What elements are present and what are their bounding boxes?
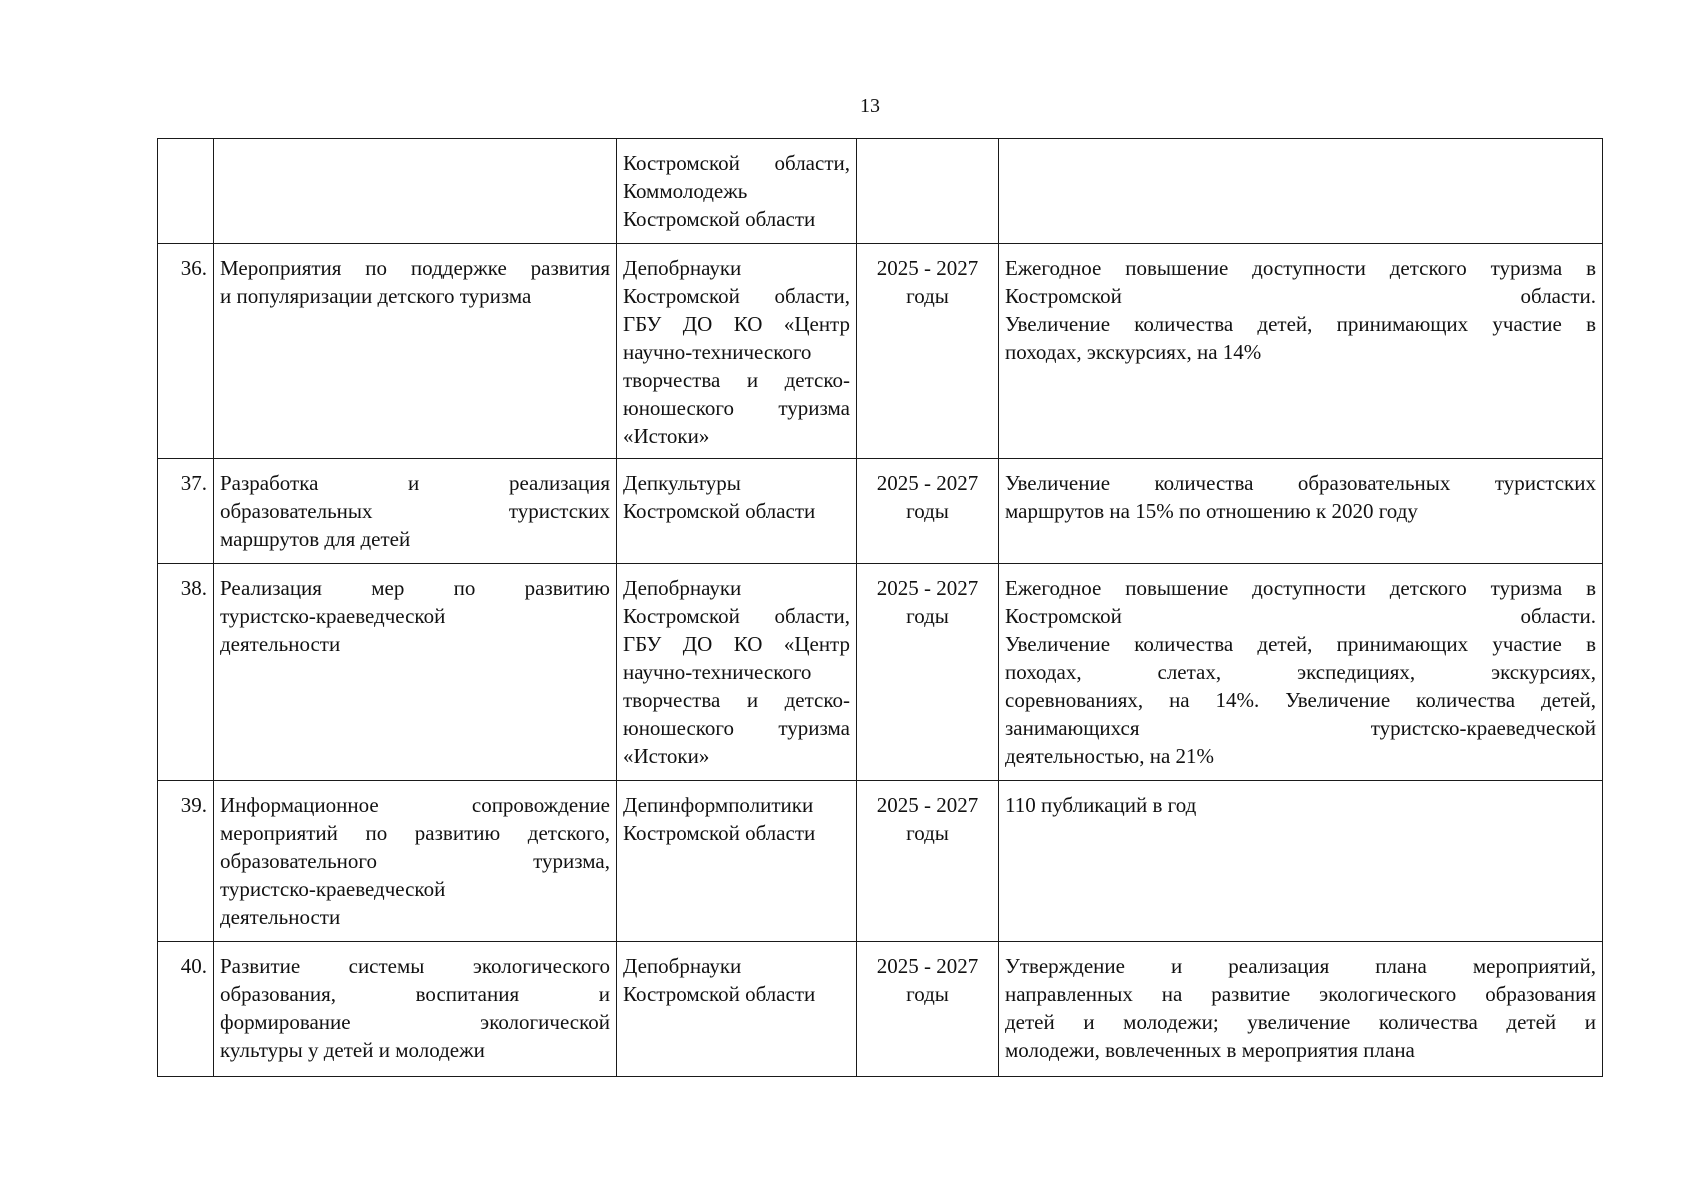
table-row [158,781,1603,942]
cell-period [857,564,999,781]
table-row-continuation [158,139,1603,244]
cell-text-line: Костромской области. [1005,604,1596,628]
table-body [158,139,1603,1077]
cell-text-line: творчества и детско- [623,368,850,392]
cell-text-line: юношеского туризма [623,716,850,740]
cell-text-line: Увеличение количества детей, принимающих участие в [1005,312,1596,336]
cell-text-line: Мероприятия по поддержке развития [220,256,610,280]
cell-text-line: Депобрнауки [623,954,742,978]
cell-text-line: формирование экологической [220,1010,610,1034]
cell-text-line: Увеличение количества образовательных туристских [1005,471,1596,495]
cell-period [857,459,999,564]
cell-event [214,244,617,459]
cell-event [214,139,617,244]
cell-number: 36. [158,244,214,459]
cell-text-line: Утверждение и реализация плана мероприятий, [1005,954,1596,978]
cell-result [999,942,1603,1077]
cell-text-line: образовательного туризма, [220,849,610,873]
cell-text-line: мероприятий по развитию детского, [220,821,610,845]
cell-text-line: Костромской области, [623,284,850,308]
table-row [158,942,1603,1077]
cell-text-line: 2025 - 2027 [876,576,979,600]
cell-text-line: Костромской области [623,982,816,1006]
cell-text-line: годы [906,499,949,523]
cell-text-line: творчества и детско- [623,688,850,712]
cell-result [999,244,1603,459]
cell-number: 38. [158,564,214,781]
cell-result [999,781,1603,942]
cell-responsible [617,139,857,244]
cell-text-line: научно-технического [623,660,812,684]
cell-number: 40. [158,942,214,1077]
cell-text-line: Депкультуры [623,471,741,495]
cell-result [999,564,1603,781]
cell-text-line: 2025 - 2027 [876,793,979,817]
cell-text-line: годы [906,284,949,308]
cell-responsible [617,942,857,1077]
cell-event [214,781,617,942]
page-number: 13 [860,95,880,117]
cell-text-line: Увеличение количества детей, принимающих участие в [1005,632,1596,656]
cell-period [857,942,999,1077]
cell-text-line: Коммолодежь [623,179,748,203]
cell-text-line: ГБУ ДО КО «Центр [623,312,850,336]
cell-text-line: образовательных туристских [220,499,610,523]
cell-text-line: Депобрнауки [623,576,742,600]
cell-text-line: Информационное сопровождение [220,793,610,817]
cell-text-line: занимающихся туристско-краеведческой [1005,716,1596,740]
cell-period [857,781,999,942]
cell-responsible [617,564,857,781]
cell-text-line: походах, экскурсиях, на 14% [1005,340,1262,364]
cell-text-line: ГБУ ДО КО «Центр [623,632,850,656]
cell-text-line: и популяризации детского туризма [220,284,532,308]
cell-text-line: годы [906,604,949,628]
table-row [158,244,1603,459]
cell-text-line: 2025 - 2027 [876,256,979,280]
cell-text-line: направленных на развитие экологического образования [1005,982,1596,1006]
cell-text-line: 2025 - 2027 [876,471,979,495]
cell-text-line: Реализация мер по развитию [220,576,610,600]
cell-text-line: образования, воспитания и [220,982,610,1006]
cell-text-line: годы [906,821,949,845]
cell-text-line: деятельности [220,905,341,929]
cell-period [857,244,999,459]
cell-text-line: Костромской области, [623,604,850,628]
cell-text-line: молодежи, вовлеченных в мероприятия плана [1005,1038,1415,1062]
cell-text-line: Ежегодное повышение доступности детского туризма в [1005,576,1596,600]
cell-responsible [617,781,857,942]
cell-text-line: Развитие системы экологического [220,954,610,978]
cell-text-line: Костромской области [623,499,816,523]
cell-text-line: «Истоки» [623,424,710,448]
cell-text-line: маршрутов на 15% по отношению к 2020 году [1005,499,1418,523]
measures-table [157,138,1603,1077]
table-row [158,564,1603,781]
cell-number: 37. [158,459,214,564]
cell-text-line: детей и молодежи; увеличение количества детей и [1005,1010,1596,1034]
cell-text-line: деятельностью, на 21% [1005,744,1215,768]
cell-text-line: походах, слетах, экспедициях, экскурсиях, [1005,660,1596,684]
cell-text-line: юношеского туризма [623,396,850,420]
cell-result [999,459,1603,564]
cell-event [214,564,617,781]
cell-text-line: культуры у детей и молодежи [220,1038,485,1062]
cell-period [857,139,999,244]
cell-text-line: Ежегодное повышение доступности детского туризма в [1005,256,1596,280]
cell-text-line: научно-технического [623,340,812,364]
cell-text-line: туристско-краеведческой [220,604,446,628]
table-row [158,459,1603,564]
cell-text-line: Костромской области [623,821,816,845]
cell-text-line: «Истоки» [623,744,710,768]
cell-text-line: годы [906,982,949,1006]
cell-text-line: Разработка и реализация [220,471,610,495]
cell-event [214,459,617,564]
cell-text-line: Костромской области [623,207,816,231]
cell-number [158,139,214,244]
cell-text-line: Костромской области. [1005,284,1596,308]
cell-text-line: деятельности [220,632,341,656]
cell-responsible [617,244,857,459]
cell-text-line: маршрутов для детей [220,527,411,551]
cell-text-line: 110 публикаций в год [1005,793,1197,817]
cell-text-line: туристско-краеведческой [220,877,446,901]
cell-result [999,139,1603,244]
cell-text-line: Костромской области, [623,151,850,175]
cell-event [214,942,617,1077]
cell-number: 39. [158,781,214,942]
cell-responsible [617,459,857,564]
cell-text-line: Депинформполитики [623,793,814,817]
cell-text-line: соревнованиях, на 14%. Увеличение количества детей, [1005,688,1596,712]
cell-text-line: 2025 - 2027 [876,954,979,978]
cell-text-line: Депобрнауки [623,256,742,280]
